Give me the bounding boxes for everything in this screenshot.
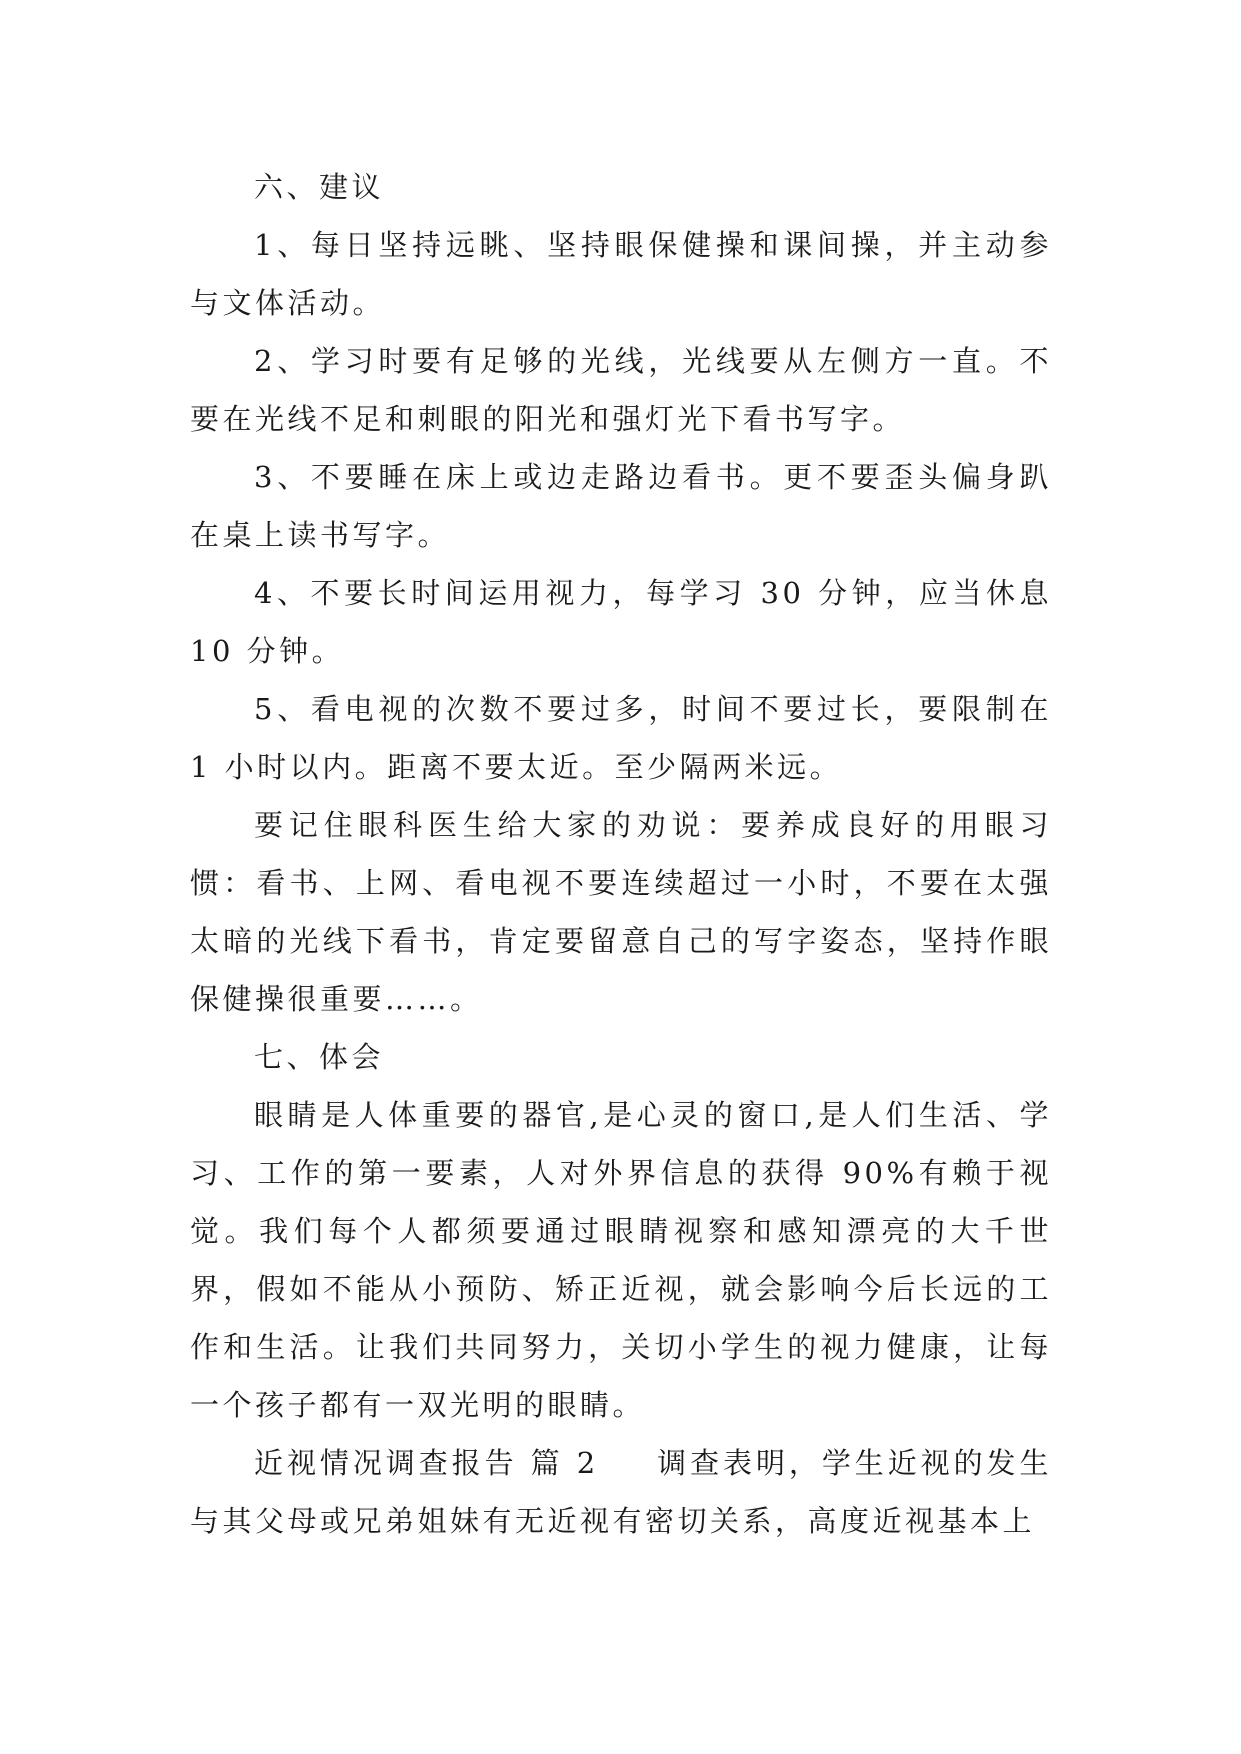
doctor-advice-paragraph: 要记住眼科医生给大家的劝说：要养成良好的用眼习惯：看书、上网、看电视不要连续超过一小时，不要在太强太暗的光线下看书，肯定要留意自己的写字姿态，坚持作眼保健操很重要……。 — [190, 808, 1052, 1016]
section-heading-reflection: 七、体会 — [254, 1040, 385, 1074]
reflection-paragraph: 眼睛是人体重要的器官,是心灵的窗口,是人们生活、学习、工作的第一要素，人对外界信息的获得 90%有赖于视觉。我们每个人都须要通过眼睛视察和感知漂亮的大千世界，假如不能从小预防、矫正近视，就会影响今后长远的工作和生活。让我们共同努力，关切小学生的视力健康，让每一个孩子都有一双光明的眼睛。 — [190, 1098, 1052, 1422]
next-article-text: 调查表明，学生近视的发生与其父母或兄弟姐妹有无近视有密切关系，高度近视基本上 — [190, 1446, 1052, 1538]
document-body — [190, 158, 1052, 1550]
suggestion-paragraph-2: 2、学习时要有足够的光线，光线要从左侧方一直。不要在光线不足和刺眼的阳光和强灯光下看书写字。 — [190, 344, 1052, 436]
next-article-title: 近视情况调查报告 篇 2 — [254, 1446, 599, 1480]
next-article-paragraph — [190, 1434, 1052, 1550]
suggestion-paragraph-5: 5、看电视的次数不要过多，时间不要过长，要限制在 1 小时以内。距离不要太近。至少隔两米远。 — [190, 692, 1052, 784]
section-heading-suggestions: 六、建议 — [254, 170, 385, 204]
suggestion-paragraph-3: 3、不要睡在床上或边走路边看书。更不要歪头偏身趴在桌上读书写字。 — [190, 460, 1052, 552]
suggestion-paragraph-1: 1、每日坚持远眺、坚持眼保健操和课间操，并主动参与文体活动。 — [190, 228, 1052, 320]
suggestion-paragraph-4: 4、不要长时间运用视力，每学习 30 分钟，应当休息 10 分钟。 — [190, 576, 1052, 668]
